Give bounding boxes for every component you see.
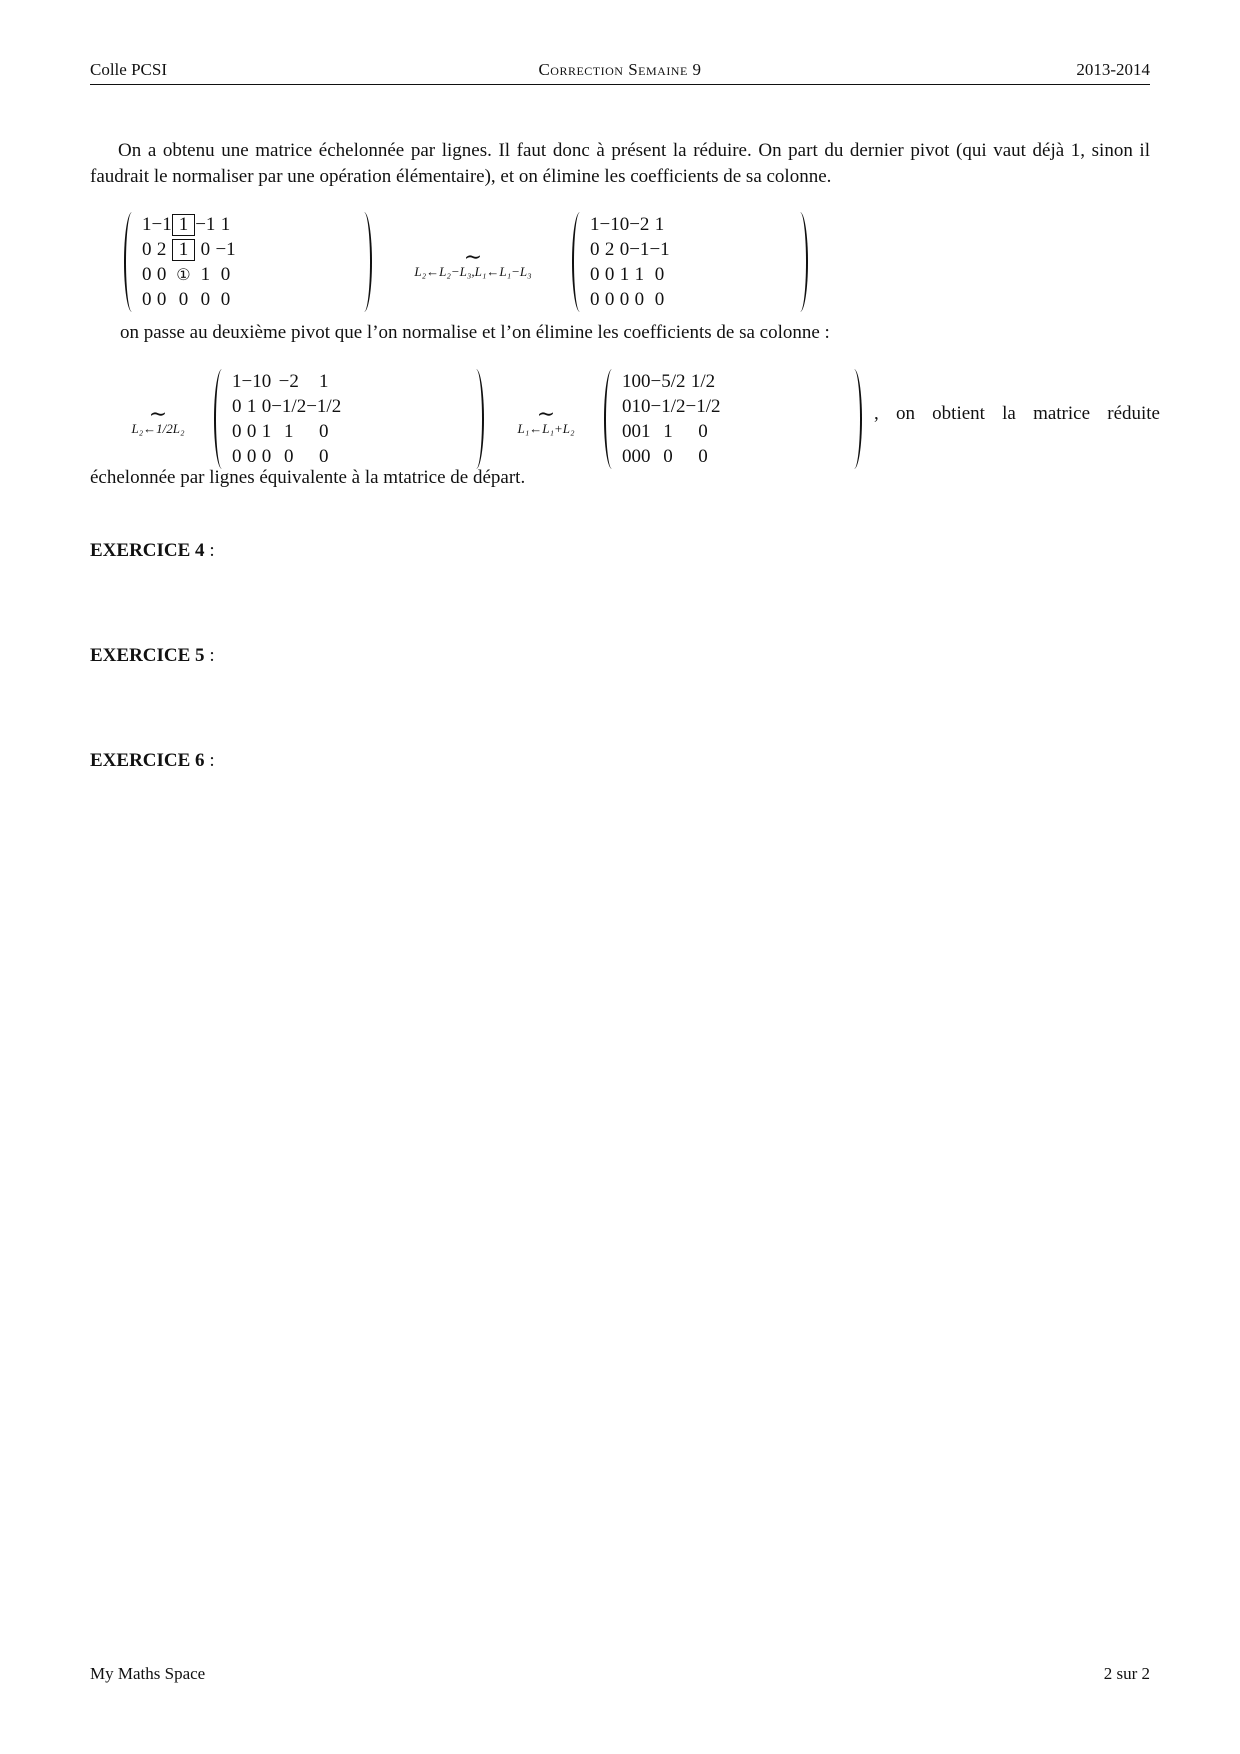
- matrix-cell: 0: [641, 445, 651, 467]
- matrix-cell: 1: [590, 213, 600, 235]
- matrix-cell: −1/2: [271, 395, 307, 417]
- matrix-cell: 0: [590, 263, 600, 285]
- matrix-cell: 1: [619, 263, 630, 285]
- matrix-cell: 0: [318, 445, 329, 467]
- matrix-cell: −1/2: [650, 395, 686, 417]
- row-operation-3: [498, 401, 594, 437]
- left-paren: [604, 369, 620, 469]
- matrix-cell: 0: [246, 445, 257, 467]
- matrix-cell: 0: [142, 263, 152, 285]
- header-title: Correction Semaine 9: [538, 60, 702, 79]
- matrix-cell: 1: [220, 213, 231, 235]
- header-rule: [90, 84, 1150, 85]
- left-paren: [572, 212, 588, 312]
- equivalence-symbol: ∼: [148, 401, 168, 426]
- paragraph-result-tail: , on obtient la matrice réduite: [874, 403, 1160, 424]
- matrix-cell: 2: [156, 238, 167, 260]
- matrix-3: [214, 369, 484, 469]
- circled-pivot: ①: [176, 266, 191, 284]
- row-operation-1: [378, 244, 568, 280]
- matrix-cell: 0: [232, 445, 242, 467]
- matrix-4: [604, 369, 862, 469]
- paragraph-result-end: échelonnée par lignes équivalente à la mtatrice de départ.: [90, 467, 526, 488]
- right-paren: [846, 369, 862, 469]
- matrix-cell: −2: [278, 370, 299, 392]
- matrix-cell: 1: [246, 395, 257, 417]
- matrix-cell: 1: [622, 370, 632, 392]
- matrix-cell: 0: [142, 238, 152, 260]
- right-paren: [468, 369, 484, 469]
- exercise-4-heading: [90, 540, 215, 562]
- matrix-cell: 0: [641, 395, 651, 417]
- exercise-title: EXERCICE 5: [90, 645, 205, 666]
- matrix-cell: 1: [232, 370, 242, 392]
- page-number: 2 sur 2: [1103, 1664, 1150, 1683]
- operation-label: L₂←1/2L₂: [131, 421, 185, 436]
- matrix-cell: 0: [261, 370, 272, 392]
- matrix-cell: −1: [649, 238, 670, 260]
- matrix-cell: 1: [200, 263, 211, 285]
- matrix-cell: 0: [698, 445, 708, 467]
- matrix-cell: 0: [220, 288, 231, 310]
- matrix-cell: 0: [622, 445, 632, 467]
- matrix-cell: 0: [604, 263, 615, 285]
- matrix-cell: −1/2: [685, 395, 721, 417]
- matrix-cell: 0: [663, 445, 673, 467]
- exercise-colon: :: [204, 540, 215, 561]
- matrix-cell: −1: [215, 238, 236, 260]
- exercise-colon: :: [204, 645, 215, 666]
- matrix-cell: 0: [590, 238, 600, 260]
- matrix-cell: 0: [220, 263, 231, 285]
- matrix-cell: 0: [200, 238, 211, 260]
- matrix-cell: 0: [604, 288, 615, 310]
- matrix-cell: 1: [663, 420, 673, 442]
- matrix-cell: 0: [622, 420, 632, 442]
- matrix-cell: 0: [261, 395, 272, 417]
- boxed-coefficient: 1: [172, 214, 196, 236]
- matrix-cell: 0: [590, 288, 600, 310]
- matrix-cell: −1: [151, 213, 172, 235]
- left-paren: [214, 369, 230, 469]
- matrix-cell: 0: [156, 263, 167, 285]
- equivalence-symbol: ∼: [463, 244, 483, 269]
- matrix-cell: 1: [654, 213, 665, 235]
- paragraph-second-pivot: on passe au deuxième pivot que l’on normalise et l’on élimine les coefficients de sa colonne :: [120, 322, 830, 343]
- matrix-cell: −1/2: [306, 395, 342, 417]
- exercise-colon: :: [204, 750, 215, 771]
- matrix-cell: 0: [622, 395, 632, 417]
- footer-left: My Maths Space: [90, 1664, 206, 1683]
- matrix-cell: 1: [634, 263, 645, 285]
- matrix-cell: [172, 237, 196, 262]
- matrix-cell: 1: [142, 213, 152, 235]
- matrix-cell: 0: [619, 238, 630, 260]
- matrix-cell: 0: [641, 370, 651, 392]
- matrix-cell: −1: [599, 213, 620, 235]
- matrix-1: [124, 212, 372, 312]
- exercise-6-heading: [90, 750, 215, 772]
- matrix-cell: 1: [283, 420, 294, 442]
- matrix-cell: −1: [241, 370, 262, 392]
- paragraph-intro-text: On a obtenu une matrice échelonnée par lignes. Il faut donc à présent la réduire. On part du dernier pivot (qui vaut déjà 1, sinon il faudrait le normaliser par une opération élémentaire), et on élimine les coefficients de sa colonne.: [90, 140, 1150, 187]
- matrix-cell: 0: [283, 445, 294, 467]
- matrix-cell: 0: [654, 288, 665, 310]
- right-paren: [356, 212, 372, 312]
- paragraph-intro: [90, 138, 1150, 190]
- exercise-5-heading: [90, 645, 215, 667]
- matrix-cell: 0: [318, 420, 329, 442]
- matrix-cell: 0: [246, 420, 257, 442]
- matrix-cell: [172, 212, 196, 237]
- matrix-cell: 1: [631, 395, 641, 417]
- left-paren: [124, 212, 140, 312]
- matrix-cell: 0: [619, 288, 630, 310]
- matrix-cell: 0: [631, 420, 641, 442]
- matrix-cell: 0: [631, 370, 641, 392]
- operation-label: L₁←L₁+L₂: [517, 421, 575, 436]
- header-left: Colle PCSI: [90, 60, 167, 79]
- matrix-cell: −1: [629, 238, 650, 260]
- matrix-cell: 0: [634, 288, 645, 310]
- matrix-2: [572, 212, 808, 312]
- equivalence-symbol: ∼: [536, 401, 556, 426]
- matrix-cell: 1/2: [690, 370, 716, 392]
- matrix-cell: −5/2: [650, 370, 686, 392]
- matrix-cell: 1: [261, 420, 272, 442]
- matrix-cell: [172, 262, 196, 287]
- matrix-cell: 0: [261, 445, 272, 467]
- matrix-cell: 1: [641, 420, 651, 442]
- row-operation-2: [110, 401, 206, 437]
- header-right: 2013-2014: [1076, 60, 1150, 79]
- exercise-title: EXERCICE 6: [90, 750, 205, 771]
- matrix-cell: 0: [178, 288, 189, 310]
- matrix-cell: 2: [604, 238, 615, 260]
- matrix-cell: 0: [654, 263, 665, 285]
- right-paren: [792, 212, 808, 312]
- matrix-cell: 0: [232, 420, 242, 442]
- page-header: [90, 60, 1150, 84]
- matrix-cell: 0: [200, 288, 211, 310]
- matrix-cell: −2: [629, 213, 650, 235]
- exercise-title: EXERCICE 4: [90, 540, 205, 561]
- matrix-cell: 0: [232, 395, 242, 417]
- boxed-coefficient: 1: [172, 239, 196, 261]
- matrix-cell: 0: [631, 445, 641, 467]
- matrix-cell: −1: [195, 213, 216, 235]
- matrix-cell: 0: [619, 213, 630, 235]
- operation-label: L₂←L₂−L₃,L₁←L₁−L₃: [414, 264, 532, 279]
- matrix-cell: 0: [698, 420, 708, 442]
- matrix-cell: 0: [156, 288, 167, 310]
- matrix-cell: 1: [318, 370, 329, 392]
- matrix-cell: 0: [142, 288, 152, 310]
